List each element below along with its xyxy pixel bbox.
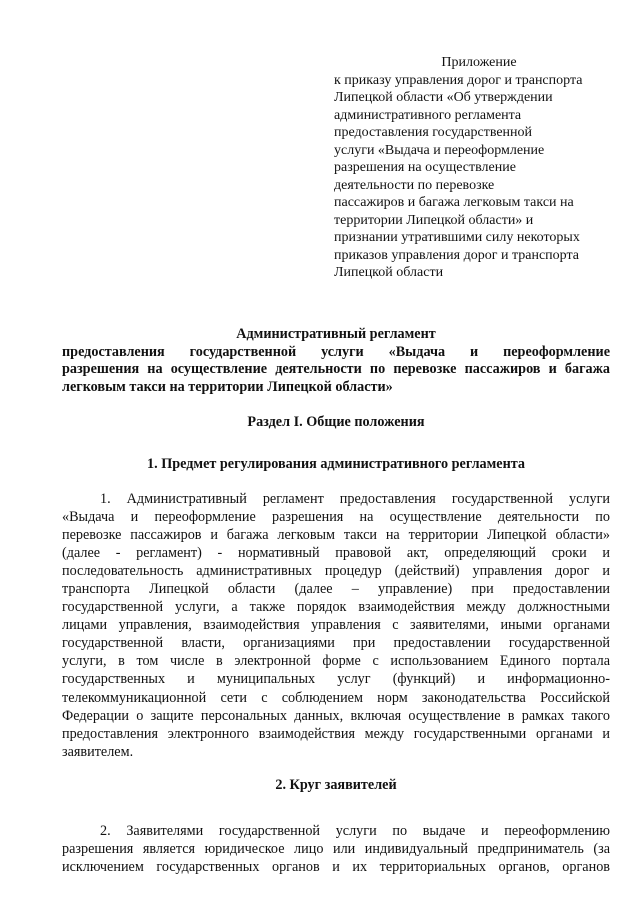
paragraph-line: исключением государственных органов и их территориальных органов, органов xyxy=(62,859,610,876)
appendix-line: приказов управления дорог и транспорта xyxy=(334,247,579,263)
paragraph-line: заявителем. xyxy=(62,743,134,760)
appendix-line: Липецкой области «Об утверждении xyxy=(334,90,553,105)
paragraph-line: (далее - регламент) - нормативный правовой акт, определяющий сроки и xyxy=(62,545,610,562)
paragraph-line: лицами управления, взаимодействия управления с заявителями, иными органами xyxy=(62,617,610,634)
regulation-title-line: Административный регламент xyxy=(236,326,436,342)
appendix-title: Приложение xyxy=(441,55,517,70)
paragraph-line: транспорта Липецкой области (далее – управление) при предоставлении xyxy=(62,581,610,598)
paragraph-line: услуги, в том числе в электронной форме с использованием Единого портала xyxy=(62,653,610,670)
appendix-line: к приказу управления дорог и транспорта xyxy=(334,72,583,88)
paragraph-line: последовательность административных процедур (действий) управления дорог и xyxy=(62,563,610,580)
regulation-title-line: легковым такси на территории Липецкой области» xyxy=(62,378,393,395)
paragraph-2 xyxy=(62,822,610,876)
paragraph-line: 2. Заявителями государственной услуги по выдаче и переоформлению xyxy=(100,823,610,839)
subsection-heading-2: 2. Круг заявителей xyxy=(275,777,397,793)
paragraph-line: государственной услуги, а также порядок взаимодействия между должностными xyxy=(62,599,610,616)
section-heading: Раздел I. Общие положения xyxy=(247,414,425,430)
appendix-line: деятельности по перевозке xyxy=(334,177,495,193)
paragraph-line: перевозке пассажиров и багажа легковым такси на территории Липецкой области» xyxy=(62,527,610,544)
paragraph-line: государственной власти, организациями при предоставлении государственной xyxy=(62,635,610,652)
appendix-line: услуги «Выдача и переоформление xyxy=(334,142,545,158)
regulation-title xyxy=(62,326,610,396)
appendix-line: Липецкой области xyxy=(334,265,444,280)
paragraph-line: разрешения является юридическое лицо или индивидуальный предприниматель (за xyxy=(62,841,610,858)
paragraph-line: телекоммуникационной сети с соблюдением норм законодательства Российской xyxy=(62,689,610,706)
appendix-line: признании утратившими силу некоторых xyxy=(334,230,580,245)
appendix-block xyxy=(334,54,624,282)
paragraph-line: государственных и муниципальных услуг (функций) и информационно- xyxy=(62,671,610,688)
appendix-line: предоставления государственной xyxy=(334,125,533,140)
subsection-heading-1: 1. Предмет регулирования административного регламента xyxy=(147,456,525,472)
regulation-title-line: разрешения на осуществление деятельности по перевозке пассажиров и багажа xyxy=(62,361,610,377)
appendix-line: пассажиров и багажа легковым такси на xyxy=(334,195,574,210)
appendix-line: разрешения на осуществление xyxy=(334,160,516,175)
paragraph-line: 1. Административный регламент предоставления государственной услуги xyxy=(100,491,610,507)
regulation-title-line: предоставления государственной услуги «Выдача и переоформление xyxy=(62,343,610,360)
paragraph-line: Федерации о защите персональных данных, включая осуществление в рамках такого xyxy=(62,707,610,724)
appendix-line: территории Липецкой области» и xyxy=(334,212,534,228)
appendix-line: административного регламента xyxy=(334,107,522,123)
paragraph-line: предоставления электронного взаимодействия между государственными органами и xyxy=(62,725,610,742)
paragraph-1 xyxy=(62,490,610,761)
paragraph-line: «Выдача и переоформление разрешения на осуществление деятельности по xyxy=(62,509,610,526)
